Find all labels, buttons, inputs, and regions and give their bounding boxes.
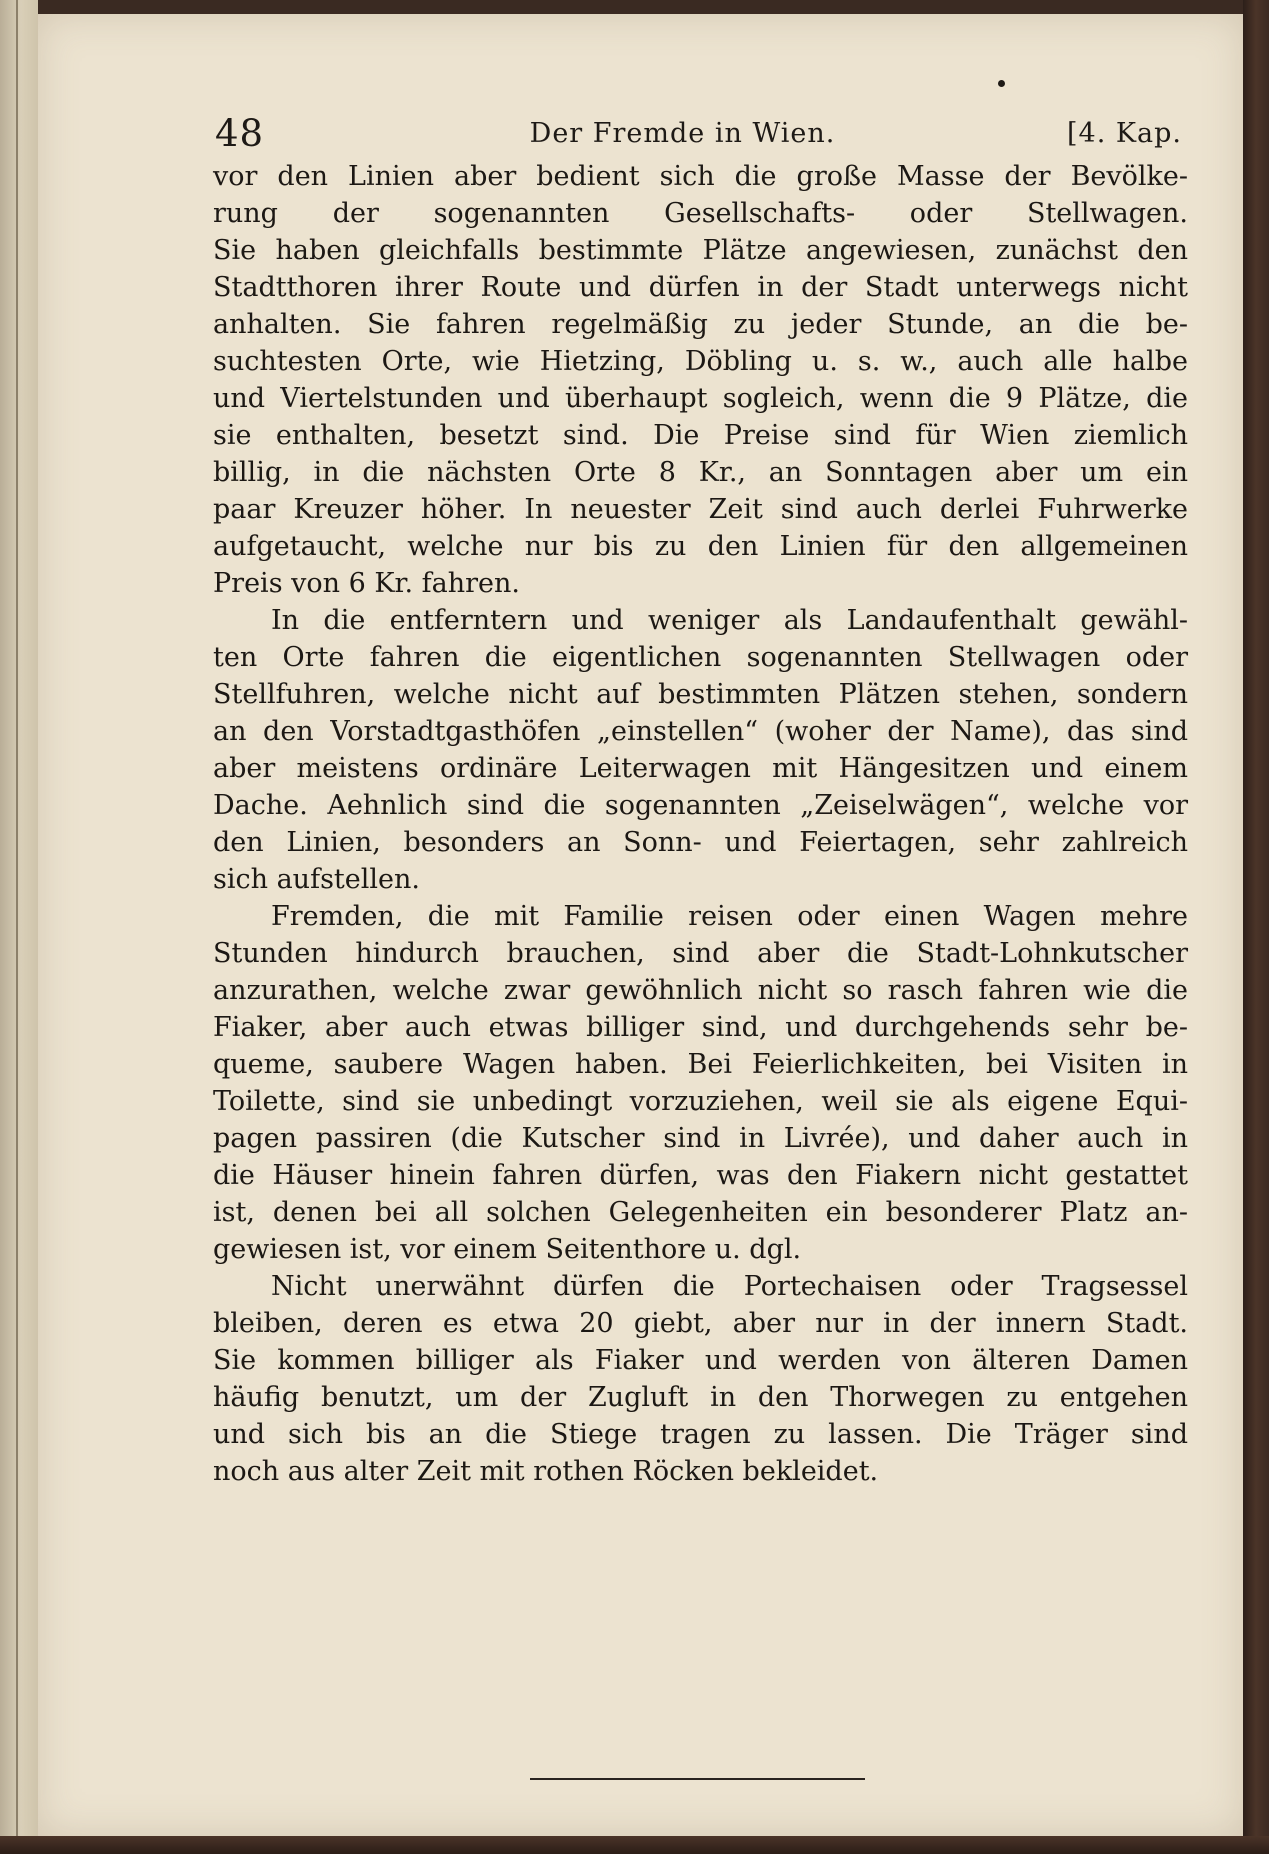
text-line: queme, saubere Wagen haben. Bei Feierlichkeiten, bei Visiten in xyxy=(213,1049,1188,1080)
text-line: anzurathen, welche zwar gewöhnlich nicht so rasch fahren wie die xyxy=(213,975,1188,1006)
text-line: häufig benutzt, um der Zugluft in den Thorwegen zu entgehen xyxy=(213,1382,1188,1413)
text-line: sie enthalten, besetzt sind. Die Preise sind für Wien ziemlich xyxy=(213,420,1188,451)
text-line: Stadtthoren ihrer Route und dürfen in der Stadt unterwegs nicht xyxy=(213,272,1188,303)
ink-speck xyxy=(998,80,1005,87)
body-text xyxy=(213,158,1188,1490)
text-line: noch aus alter Zeit mit rothen Röcken bekleidet. xyxy=(213,1456,879,1487)
text-line: ist, denen bei all solchen Gelegenheiten ein besonderer Platz an- xyxy=(213,1197,1188,1228)
spine-crease xyxy=(16,0,18,1854)
text-line: Nicht unerwähnt dürfen die Portechaisen oder Tragsessel xyxy=(271,1271,1188,1302)
text-line: und sich bis an die Stiege tragen zu lassen. Die Träger sind xyxy=(213,1419,1188,1450)
text-line: Sie kommen billiger als Fiaker und werden von älteren Damen xyxy=(213,1345,1188,1376)
text-line: gewiesen ist, vor einem Seitenthore u. dgl. xyxy=(213,1234,802,1265)
text-line: ten Orte fahren die eigentlichen sogenannten Stellwagen oder xyxy=(213,642,1188,673)
running-title: Der Fremde in Wien. xyxy=(529,118,836,149)
text-line: Stellfuhren, welche nicht auf bestimmten Plätzen stehen, sondern xyxy=(213,679,1188,710)
text-line: Sie haben gleichfalls bestimmte Plätze angewiesen, zunächst den xyxy=(213,235,1188,266)
text-line: Stunden hindurch brauchen, sind aber die Stadt-Lohnkutscher xyxy=(213,938,1188,969)
page-header xyxy=(175,112,1190,162)
text-line: und Viertelstunden und überhaupt sogleich, wenn die 9 Plätze, die xyxy=(213,383,1188,414)
section-end-rule xyxy=(530,1778,865,1780)
book-cover-edge xyxy=(1243,0,1269,1854)
text-line: suchtesten Orte, wie Hietzing, Döbling u. s. w., auch alle halbe xyxy=(213,346,1188,377)
text-line: Fremden, die mit Familie reisen oder einen Wagen mehre xyxy=(271,901,1188,932)
text-line: vor den Linien aber bedient sich die große Masse der Bevölke- xyxy=(213,161,1188,192)
text-line: Preis von 6 Kr. fahren. xyxy=(213,568,520,599)
text-line: aufgetaucht, welche nur bis zu den Linien für den allgemeinen xyxy=(213,531,1188,562)
text-line: rung der sogenannten Gesellschafts- oder Stellwagen. xyxy=(213,198,1188,229)
text-line: an den Vorstadtgasthöfen „einstellen“ (woher der Name), das sind xyxy=(213,716,1188,747)
text-line: den Linien, besonders an Sonn- und Feiertagen, sehr zahlreich xyxy=(213,827,1188,858)
page-number: 48 xyxy=(215,112,265,155)
text-line: paar Kreuzer höher. In neuester Zeit sind auch derlei Fuhrwerke xyxy=(213,494,1188,525)
text-line: Dache. Aehnlich sind die sogenannten „Zeiselwägen“, welche vor xyxy=(213,790,1188,821)
book-spine-edge xyxy=(0,0,38,1854)
text-line: sich aufstellen. xyxy=(213,864,420,895)
text-line: In die entferntern und weniger als Landaufenthalt gewähl- xyxy=(271,605,1188,636)
text-line: bleiben, deren es etwa 20 giebt, aber nur in der innern Stadt. xyxy=(213,1308,1188,1339)
text-line: Fiaker, aber auch etwas billiger sind, und durchgehends sehr be- xyxy=(213,1012,1188,1043)
text-line: anhalten. Sie fahren regelmäßig zu jeder Stunde, an die be- xyxy=(213,309,1188,340)
text-line: die Häuser hinein fahren dürfen, was den Fiakern nicht gestattet xyxy=(213,1160,1188,1191)
text-line: billig, in die nächsten Orte 8 Kr., an Sonntagen aber um ein xyxy=(213,457,1188,488)
text-line: pagen passiren (die Kutscher sind in Livrée), und daher auch in xyxy=(213,1123,1188,1154)
text-line: Toilette, sind sie unbedingt vorzuziehen, weil sie als eigene Equi- xyxy=(213,1086,1188,1117)
book-cover-bottom-edge xyxy=(0,1836,1269,1854)
text-line: aber meistens ordinäre Leiterwagen mit Hängesitzen und einem xyxy=(213,753,1188,784)
chapter-marker: [4. Kap. xyxy=(1066,118,1182,149)
